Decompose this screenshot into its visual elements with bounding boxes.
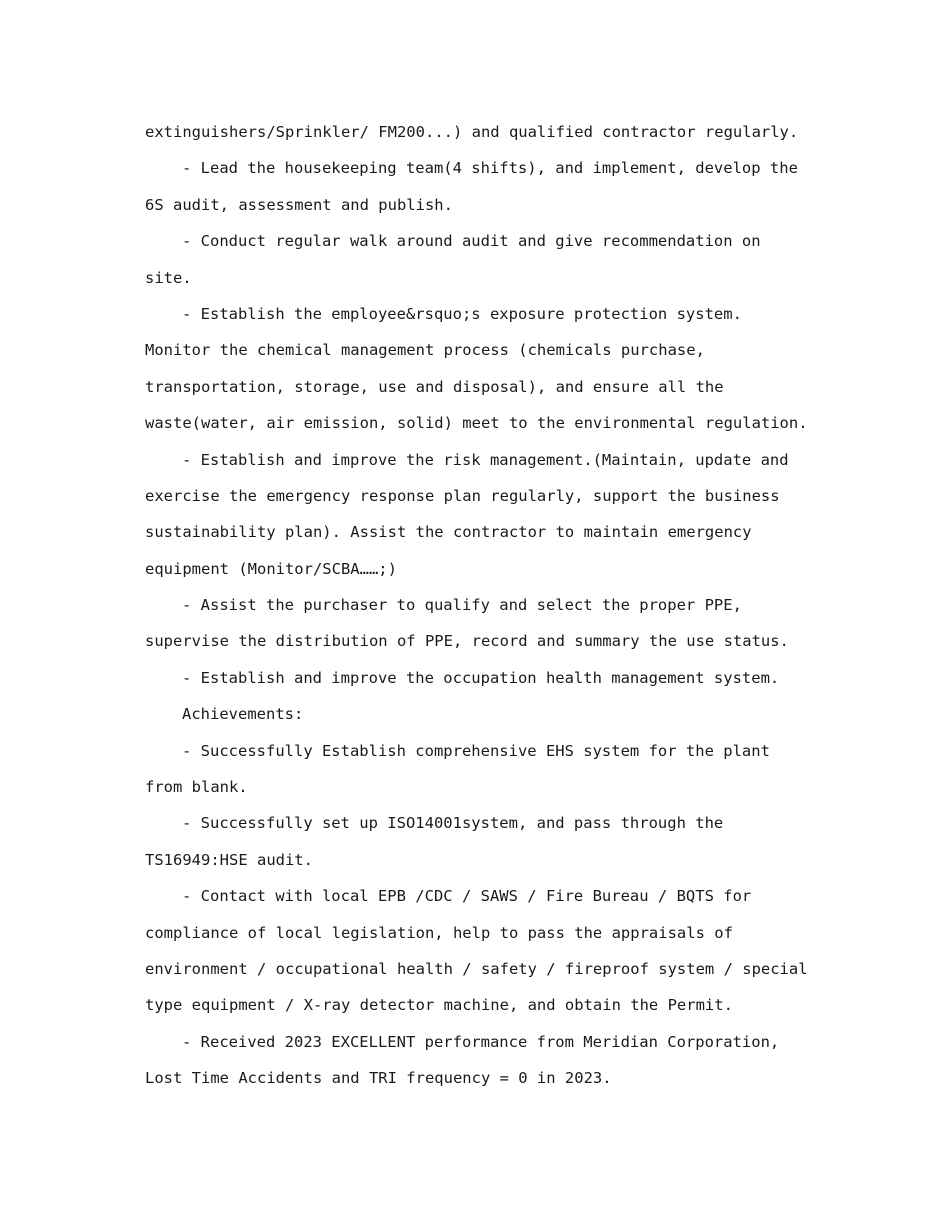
text-line: - Assist the purchaser to qualify and select the proper PPE, bbox=[182, 596, 742, 615]
text-line: - Establish and improve the occupation health management system. bbox=[182, 668, 780, 687]
text-line: extinguishers/Sprinkler/ FM200...) and qualified contractor regularly. bbox=[145, 123, 799, 141]
text-line: from blank. bbox=[145, 778, 248, 797]
text-line: supervise the distribution of PPE, record and summary the use status. bbox=[145, 632, 789, 651]
text-line: - Successfully set up ISO14001system, and pass through the bbox=[182, 814, 724, 833]
text-line: sustainability plan). Assist the contractor to maintain emergency bbox=[145, 523, 752, 542]
text-line: - Received 2023 EXCELLENT performance from Meridian Corporation, bbox=[182, 1032, 780, 1051]
text-line: - Establish the employee&rsquo;s exposure protection system. bbox=[182, 304, 742, 323]
text-line: TS16949:HSE audit. bbox=[145, 850, 313, 869]
text-line: - Contact with local EPB /CDC / SAWS / Fire Bureau / BQTS for bbox=[182, 887, 752, 906]
text-line: waste(water, air emission, solid) meet to the environmental regulation. bbox=[145, 414, 808, 433]
text-line: - Lead the housekeeping team(4 shifts), and implement, develop the bbox=[182, 159, 798, 178]
text-line: environment / occupational health / safety / fireproof system / special bbox=[145, 959, 808, 978]
text-line: - Successfully Establish comprehensive EHS system for the plant bbox=[182, 741, 770, 760]
document-body bbox=[145, 114, 825, 1097]
text-line: site. bbox=[145, 268, 192, 287]
text-line: exercise the emergency response plan regularly, support the business bbox=[145, 486, 780, 505]
text-line: type equipment / X-ray detector machine, and obtain the Permit. bbox=[145, 996, 733, 1015]
section-heading-achievements: Achievements: bbox=[182, 705, 304, 724]
text-line: 6S audit, assessment and publish. bbox=[145, 195, 453, 214]
text-line: compliance of local legislation, help to pass the appraisals of bbox=[145, 923, 733, 942]
text-line: - Conduct regular walk around audit and give recommendation on bbox=[182, 232, 761, 251]
text-line: - Establish and improve the risk management.(Maintain, update and bbox=[182, 450, 789, 469]
text-line: transportation, storage, use and disposal), and ensure all the bbox=[145, 377, 724, 396]
text-line: Monitor the chemical management process (chemicals purchase, bbox=[145, 341, 705, 360]
text-line: Lost Time Accidents and TRI frequency = 0 in 2023. bbox=[145, 1069, 612, 1088]
text-line: equipment (Monitor/SCBA……;) bbox=[145, 559, 397, 578]
